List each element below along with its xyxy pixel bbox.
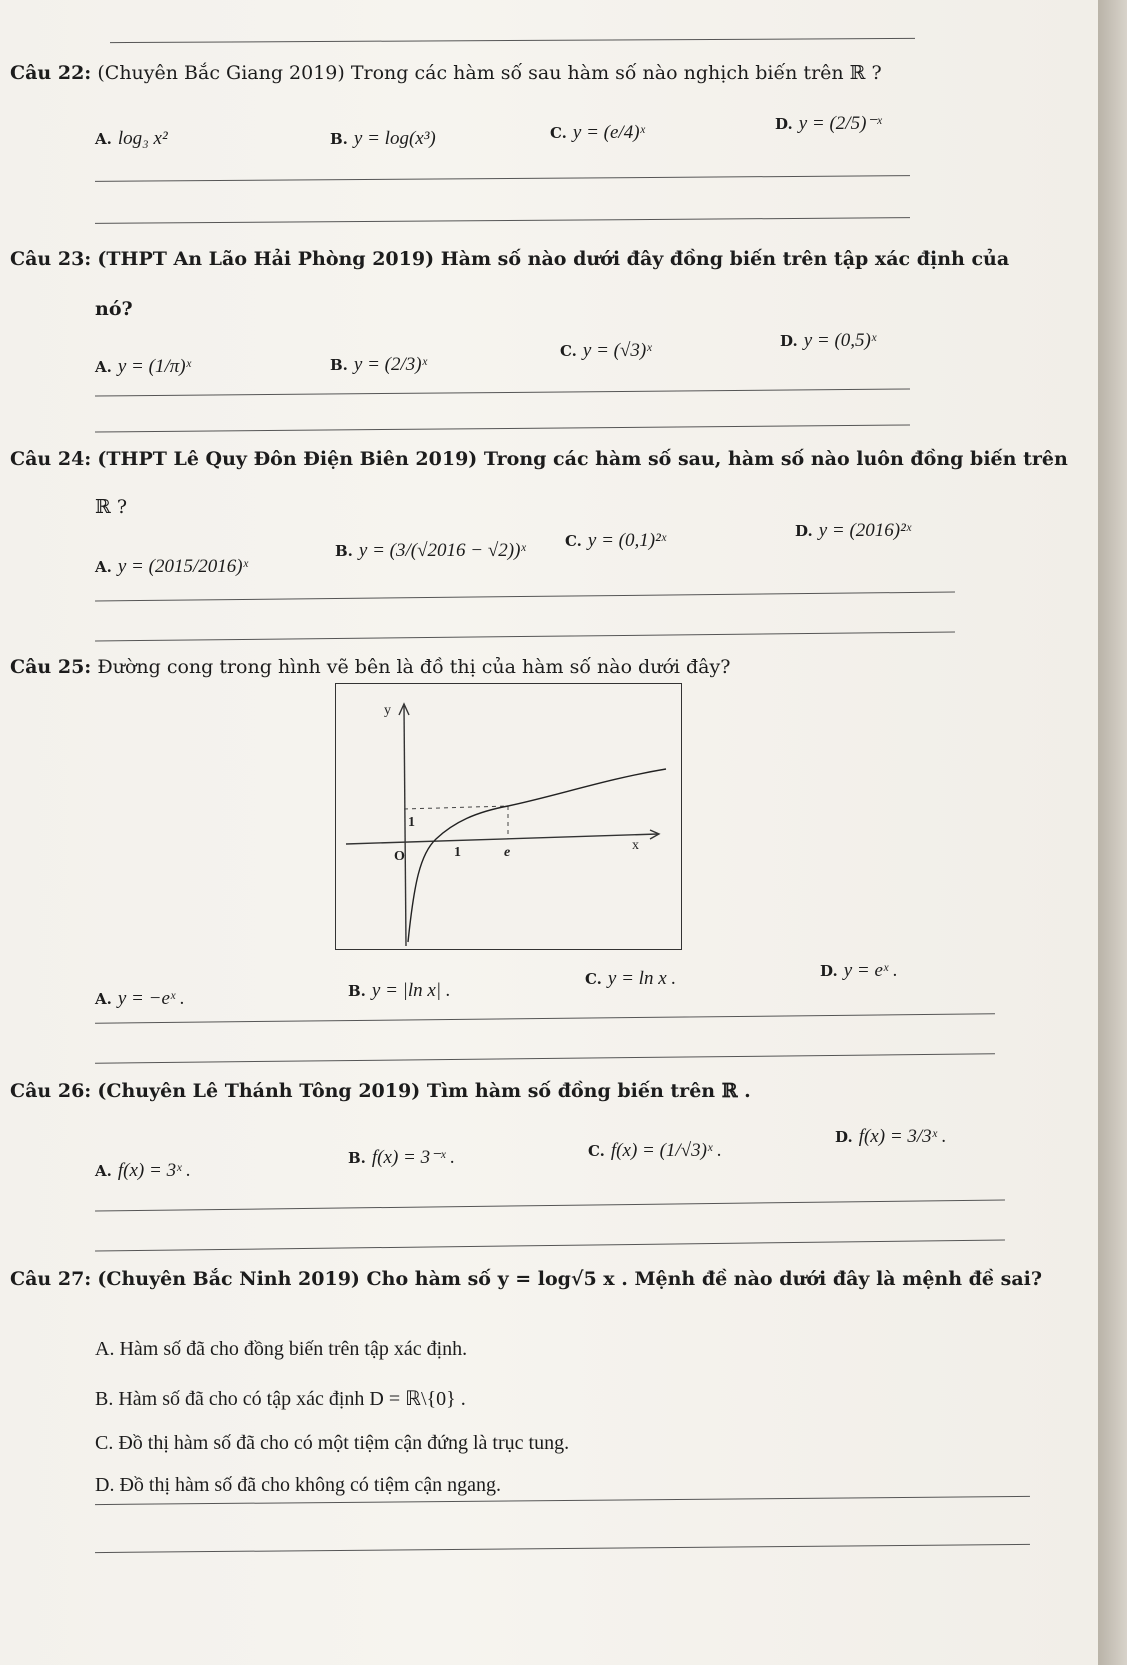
question-prompt: (THPT Lê Quy Đôn Điện Biên 2019) Trong các hàm số sau, hàm số nào luôn đồng biến trên xyxy=(97,448,1068,470)
option-a: A. y = −eˣ . xyxy=(95,988,185,1009)
option-d: D. f(x) = 3/3ˣ . xyxy=(835,1126,947,1147)
statement-c: C. Đồ thị hàm số đã cho có một tiệm cận đứng là trục tung. xyxy=(95,1432,570,1454)
tick-e-label: e xyxy=(504,845,511,860)
option-c: C. y = ln x . xyxy=(585,968,677,989)
question-number: Câu 27: xyxy=(10,1268,92,1290)
option-a: A. y = (1/π)ˣ xyxy=(95,356,191,377)
question-prompt: Đường cong trong hình vẽ bên là đồ thị của hàm số nào dưới đây? xyxy=(97,656,731,678)
question-number: Câu 26: xyxy=(10,1080,92,1102)
option-a: A. y = (2015/2016)ˣ xyxy=(95,556,248,577)
tick-y1-label: 1 xyxy=(408,815,415,830)
question-24 xyxy=(10,448,1068,470)
statement-d: D. Đồ thị hàm số đã cho không có tiệm cận ngang. xyxy=(95,1474,502,1496)
option-d: D. y = (2/5)⁻ˣ xyxy=(775,113,882,134)
question-prompt: (Chuyên Lê Thánh Tông 2019) Tìm hàm số đồng biến trên ℝ . xyxy=(97,1080,751,1102)
option-c: C. y = (0,1)²ˣ xyxy=(565,530,667,551)
question-number: Câu 25: xyxy=(10,656,92,678)
tick-x1-label: 1 xyxy=(454,845,461,860)
x-axis-label: x xyxy=(632,838,639,853)
question-23-cont: nó? xyxy=(95,298,133,320)
statement-a: A. Hàm số đã cho đồng biến trên tập xác định. xyxy=(95,1338,468,1360)
graph-svg xyxy=(336,684,681,949)
origin-label: O xyxy=(394,849,405,864)
question-24-cont: ℝ ? xyxy=(95,496,128,518)
guide-y1 xyxy=(404,806,508,809)
option-b: B. f(x) = 3⁻ˣ . xyxy=(348,1147,455,1168)
question-26 xyxy=(10,1080,751,1102)
question-number: Câu 22: xyxy=(10,62,92,84)
question-number: Câu 24: xyxy=(10,448,92,470)
question-prompt: (Chuyên Bắc Giang 2019) Trong các hàm số sau hàm số nào nghịch biến trên ℝ ? xyxy=(97,62,882,84)
question-22 xyxy=(10,62,882,84)
statement-b: B. Hàm số đã cho có tập xác định D = ℝ\{0} . xyxy=(95,1388,466,1410)
function-graph xyxy=(335,683,682,950)
y-axis xyxy=(404,706,406,946)
question-27 xyxy=(10,1268,1042,1290)
option-b: B. y = log(x³) xyxy=(330,128,436,149)
question-prompt: (THPT An Lão Hải Phòng 2019) Hàm số nào dưới đây đồng biến trên tập xác định của xyxy=(97,248,1010,270)
question-number: Câu 23: xyxy=(10,248,92,270)
option-a: A. log₃ x² xyxy=(95,128,168,149)
y-axis-label: y xyxy=(384,703,391,718)
question-23 xyxy=(10,248,1009,270)
option-a: A. f(x) = 3ˣ . xyxy=(95,1160,191,1181)
page-edge xyxy=(1098,0,1127,1665)
option-b: B. y = (3/(√2016 − √2))ˣ xyxy=(335,540,526,561)
ln-curve xyxy=(408,769,666,942)
option-d: D. y = (0,5)ˣ xyxy=(780,330,877,351)
option-c: C. f(x) = (1/√3)ˣ . xyxy=(588,1140,722,1161)
option-d: D. y = (2016)²ˣ xyxy=(795,520,912,541)
question-25 xyxy=(10,656,730,678)
x-axis xyxy=(346,834,658,844)
question-prompt: (Chuyên Bắc Ninh 2019) Cho hàm số y = log√5 x . Mệnh đề nào dưới đây là mệnh đề sai? xyxy=(97,1268,1042,1290)
option-d: D. y = eˣ . xyxy=(820,960,898,981)
option-c: C. y = (√3)ˣ xyxy=(560,340,652,361)
option-b: B. y = (2/3)ˣ xyxy=(330,354,427,375)
option-b: B. y = |ln x| . xyxy=(348,980,451,1001)
option-c: C. y = (e/4)ˣ xyxy=(550,122,645,143)
